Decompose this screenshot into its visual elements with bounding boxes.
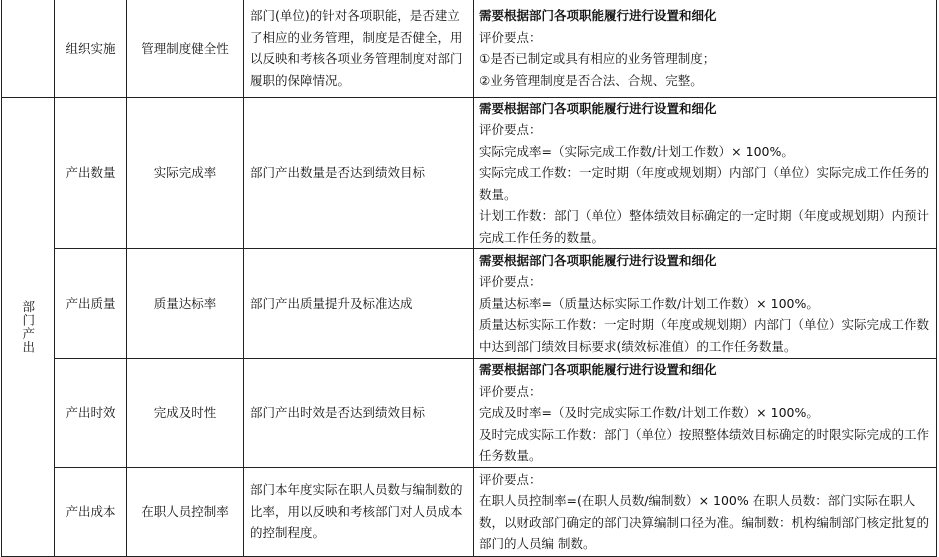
indicator-cell: 完成及时性 [127,359,244,468]
criteria-line: 及时完成实际工作数：部门（单位）按照整体绩效目标确定的时限实际完成的工作任务数量。 [479,426,930,463]
table-row [2,249,937,359]
category-cell [2,97,55,556]
table-row [2,97,937,249]
indicator-cell: 管理制度健全性 [127,0,244,97]
description-cell: 部门本年度实际在职人员数与编制数的比率，用以反映和考核部门对人员成本的控制程度。 [244,467,474,556]
description-cell: 部门产出质量提升及标准达成 [244,249,474,359]
criteria-heading: 需要根据部门各项职能履行进行设置和细化 [479,8,717,24]
description-cell: 部门(单位)的针对各项职能，是否建立了相应的业务管理，制度是否健全，用以反映和考核各项业务管理制度对部门履职的保障情况。 [244,0,474,97]
indicator-cell: 在职人员控制率 [127,467,244,556]
description-cell: 部门产出时效是否达到绩效目标 [244,359,474,468]
criteria-cell [474,359,937,468]
criteria-line: 计划工作数：部门（单位）整体绩效目标确定的一定时期（年度或规划期）内预计完成工作任务的数量。 [479,208,930,245]
criteria-cell [474,467,937,556]
criteria-heading: 需要根据部门各项职能履行进行设置和细化 [479,100,717,116]
criteria-line: 评价要点： [479,471,542,487]
criteria-line: 实际完成工作数：一定时期（年度或规划期）内部门（单位）实际完成工作任务的数量。 [479,165,930,202]
description-cell: 部门产出数量是否达到绩效目标 [244,97,474,249]
category-cell [2,0,55,97]
criteria-line: 在职人员控制率=(在职人员数/编制数）× 100% 在职人员数：部门实际在职人数，以财政部门确定的部门决算编制口径为准。编制数：机构编制部门核定批复的部门的人员编 制数。 [479,493,930,551]
criteria-line: 评价要点： [479,383,542,399]
criteria-cell [474,0,937,97]
criteria-line: 评价要点： [479,29,542,45]
criteria-heading: 需要根据部门各项职能履行进行设置和细化 [479,362,717,377]
criteria-line: 质量达标实际工作数：一定时期（年度或规划期）内部门（单位）实际完成工作数中达到部门绩效目标要求(绩效标准值）的工作任务数量。 [479,317,930,354]
indicator-cell: 质量达标率 [127,249,244,359]
evaluation-table [1,0,937,557]
sub-category-cell: 产出数量 [55,97,127,249]
criteria-line: 实际完成率=（实际完成工作数/计划工作数）× 100%。 [479,143,794,159]
sub-category-cell: 产出成本 [55,467,127,556]
table-row [2,467,937,556]
criteria-line: 完成及时率=（及时完成实际工作数/计划工作数）× 100%。 [479,405,819,420]
criteria-line: 评价要点： [479,122,542,137]
sub-category-cell: 组织实施 [55,0,127,97]
criteria-cell [474,249,937,359]
criteria-line: 质量达标率=（质量达标实际工作数/计划工作数）× 100%。 [479,295,819,311]
category-label: 部门产出 [20,299,36,354]
criteria-line: ②业务管理制度是否合法、合规、完整。 [479,72,703,88]
table-row [2,359,937,468]
table-row [2,0,937,97]
sub-category-cell: 产出质量 [55,249,127,359]
indicator-cell: 实际完成率 [127,97,244,249]
criteria-cell [474,97,937,249]
criteria-heading: 需要根据部门各项职能履行进行设置和细化 [479,252,717,268]
criteria-line: ①是否已制定或具有相应的业务管理制度； [479,51,716,67]
sub-category-cell: 产出时效 [55,359,127,468]
criteria-line: 评价要点： [479,274,542,290]
